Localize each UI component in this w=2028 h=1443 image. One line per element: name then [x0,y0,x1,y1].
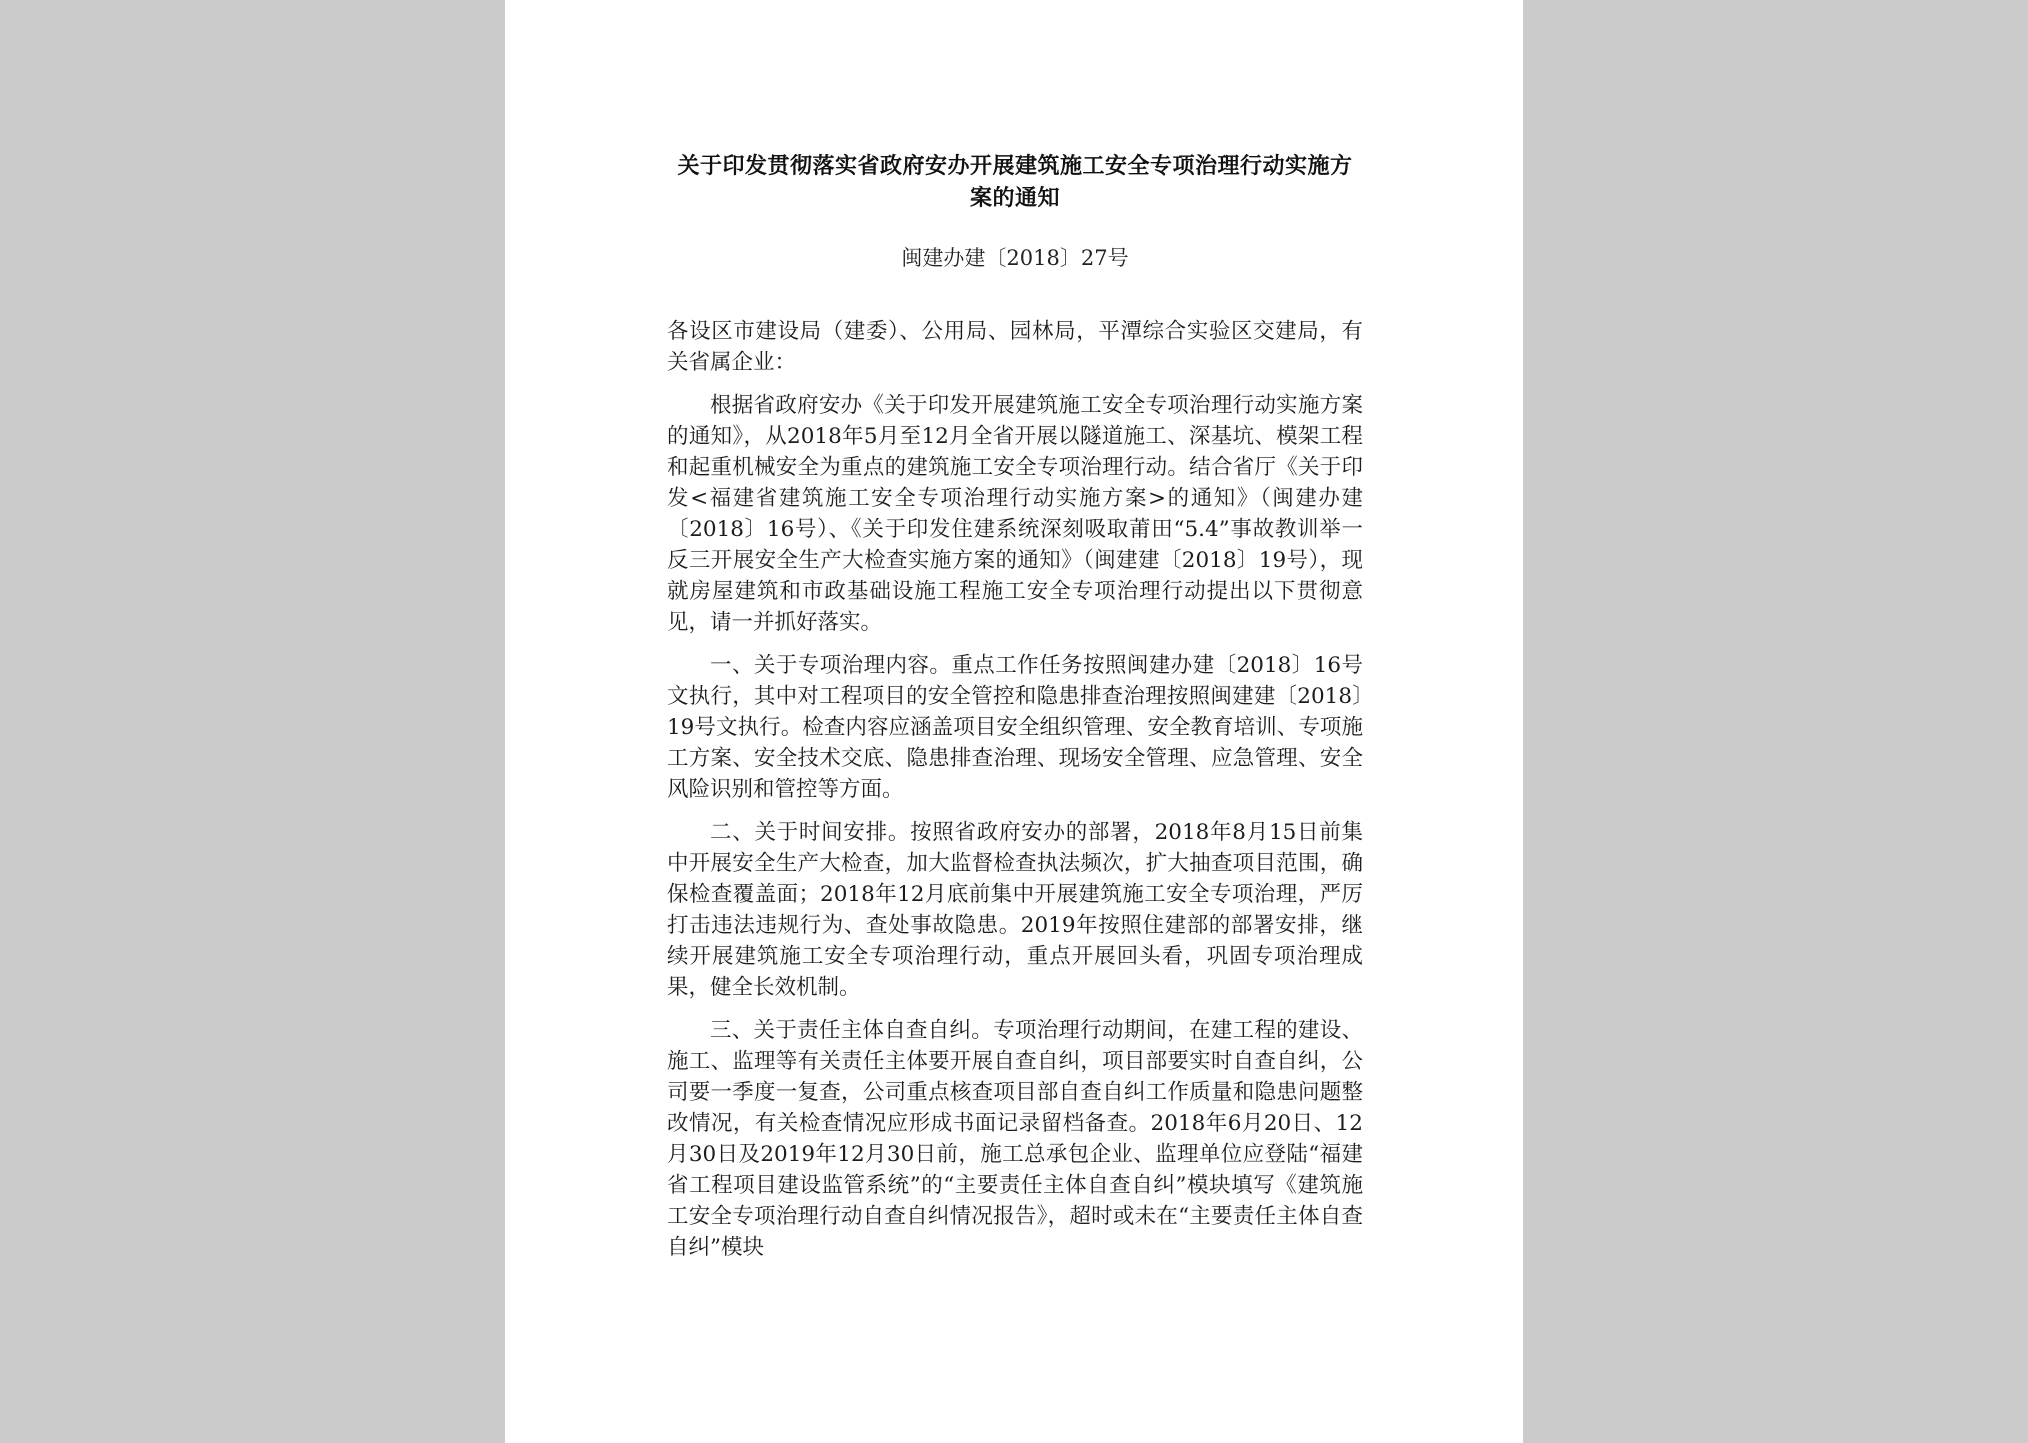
paragraph-section-2: 二、关于时间安排。按照省政府安办的部署，2018年8月15日前集中开展安全生产大检查，加大监督检查执法频次，扩大抽查项目范围，确保检查覆盖面；2018年12月底前集中开展建筑施工安全专项治理，严厉打击违法违规行为、查处事故隐患。2019年按照住建部的部署安排，继续开展建筑施工安全专项治理行动，重点开展回头看，巩固专项治理成果，健全长效机制。 [667,820,1363,1000]
paragraph-intro: 根据省政府安办《关于印发开展建筑施工安全专项治理行动实施方案的通知》，从2018年5月至12月全省开展以隧道施工、深基坑、模架工程和起重机械安全为重点的建筑施工安全专项治理行动。结合省厅《关于印发<福建省建筑施工安全专项治理行动实施方案>的通知》（闽建办建〔2018〕16号）、《关于印发住建系统深刻吸取莆田“5.4”事故教训举一反三开展安全生产大检查实施方案的通知》（闽建建〔2018〕19号），现就房屋建筑和市政基础设施工程施工安全专项治理行动提出以下贯彻意见，请一并抓好落实。 [667,393,1363,635]
document-number: 闽建办建〔2018〕27号 [901,246,1129,270]
addressee: 各设区市建设局（建委）、公用局、园林局，平潭综合实验区交建局，有关省属企业： [667,319,1363,375]
paragraph-section-1: 一、关于专项治理内容。重点工作任务按照闽建办建〔2018〕16号文执行，其中对工程项目的安全管控和隐患排查治理按照闽建建〔2018〕19号文执行。检查内容应涵盖项目安全组织管理、安全教育培训、专项施工方案、安全技术交底、隐患排查治理、现场安全管理、应急管理、安全风险识别和管控等方面。 [667,653,1363,802]
document-title: 关于印发贯彻落实省政府安办开展建筑施工安全专项治理行动实施方案的通知 [677,153,1353,211]
document-content [667,150,1363,1263]
document-page [505,0,1523,1443]
paragraph-section-3: 三、关于责任主体自查自纠。专项治理行动期间，在建工程的建设、施工、监理等有关责任主体要开展自查自纠，项目部要实时自查自纠，公司要一季度一复查，公司重点核查项目部自查自纠工作质量和隐患问题整改情况，有关检查情况应形成书面记录留档备查。2018年6月20日、12月30日及2019年12月30日前，施工总承包企业、监理单位应登陆“福建省工程项目建设监管系统”的“主要责任主体自查自纠”模块填写《建筑施工安全专项治理行动自查自纠情况报告》，超时或未在“主要责任主体自查自纠”模块 [667,1018,1363,1260]
